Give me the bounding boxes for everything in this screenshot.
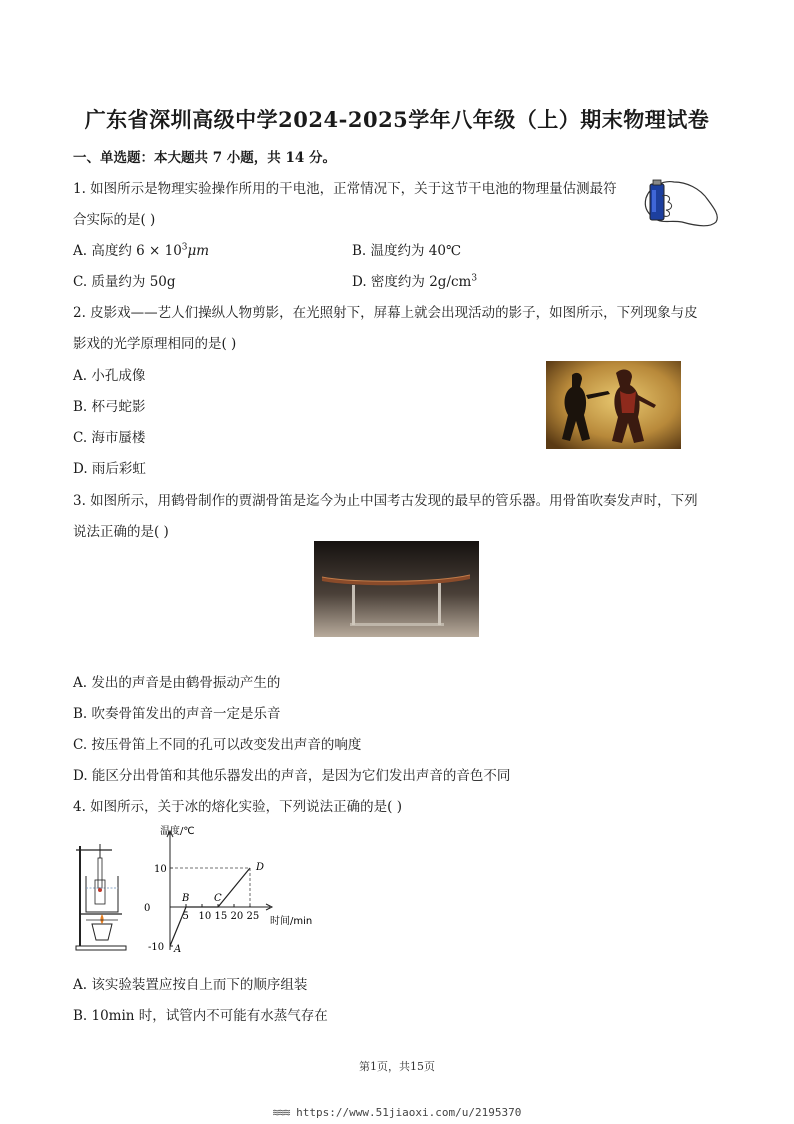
ice-melting-chart — [128, 820, 328, 960]
watermark-logo: ≋≋≋ — [272, 1106, 290, 1119]
q1-option-a-text: A. 高度约 6 × 10 — [73, 243, 182, 259]
section-heading: 一、单选题：本大题共 7 小题，共 14 分。 — [73, 150, 336, 166]
q1-option-d — [352, 270, 477, 290]
q1-stem-line2: 合实际的是( ) — [73, 212, 156, 228]
q1-option-b: B. 温度约为 40℃ — [352, 243, 462, 259]
chart-point-label: A — [174, 944, 182, 955]
q3-option-a: A. 发出的声音是由鹤骨振动产生的 — [73, 675, 281, 691]
page-title: 广东省深圳高级中学2024-2025学年八年级（上）期末物理试卷 — [84, 107, 710, 132]
q2-option-a: A. 小孔成像 — [73, 368, 146, 384]
chart-xlabel: 时间/min — [270, 916, 313, 927]
chart-origin-label: 0 — [144, 903, 151, 914]
q2-option-d: D. 雨后彩虹 — [73, 461, 146, 477]
chart-x-tick-label: 25 — [246, 911, 260, 922]
q3-option-d: D. 能区分出骨笛和其他乐器发出的声音，是因为它们发出声音的音色不同 — [73, 768, 511, 784]
chart-x-tick-label: 20 — [230, 911, 244, 922]
bone-flute-photo — [314, 541, 479, 637]
q2-stem-line2: 影戏的光学原理相同的是( ) — [73, 336, 237, 352]
page-footer: 第1页，共15页 — [359, 1060, 435, 1073]
q2-option-c: C. 海市蜃楼 — [73, 430, 146, 446]
q1-stem-line1: 1. 如图所示是物理实验操作所用的干电池，正常情况下，关于这节干电池的物理量估测最符 — [73, 181, 617, 197]
q1-option-a-exponent: 3 — [181, 242, 188, 253]
chart-point-label: C — [214, 893, 222, 904]
chart-point-label: D — [256, 862, 265, 873]
chart-x-tick-label: 5 — [182, 911, 189, 922]
q3-option-c: C. 按压骨笛上不同的孔可以改变发出声音的响度 — [73, 737, 362, 753]
chart-y-tick-label: 10 — [154, 864, 167, 875]
chart-y-tick-label: -10 — [148, 942, 165, 953]
q2-stem-line1: 2. 皮影戏——艺人们操纵人物剪影，在光照射下，屏幕上就会出现活动的影子，如图所示，下列现象与皮 — [73, 305, 698, 321]
q3-option-b: B. 吹奏骨笛发出的声音一定是乐音 — [73, 706, 281, 722]
q1-option-d-text: D. 密度约为 2g/cm — [352, 274, 472, 290]
q1-option-a — [73, 239, 209, 259]
chart-x-tick-label: 15 — [214, 911, 228, 922]
q4-option-b: B. 10min 时，试管内不可能有水蒸气存在 — [73, 1008, 328, 1024]
q3-stem-line1: 3. 如图所示，用鹤骨制作的贾湖骨笛是迄今为止中国考古发现的最早的管乐器。用骨笛吹奏发声时，下列 — [73, 493, 698, 509]
watermark-url[interactable]: https://www.51jiaoxi.com/u/2195370 — [296, 1106, 522, 1119]
watermark — [0, 1106, 794, 1119]
shadow-puppet-photo — [546, 361, 681, 449]
q4-option-a: A. 该实验装置应按自上而下的顺序组装 — [73, 977, 308, 993]
chart-point-label: B — [182, 893, 190, 904]
chart-ylabel: 温度/℃ — [160, 826, 195, 837]
q4-stem: 4. 如图所示，关于冰的熔化实验，下列说法正确的是( ) — [73, 799, 402, 815]
battery-hand-illustration — [640, 170, 722, 234]
q1-option-c: C. 质量约为 50g — [73, 274, 176, 290]
melting-apparatus-illustration — [72, 840, 130, 952]
q3-stem-line2: 说法正确的是( ) — [73, 524, 169, 540]
chart-x-tick-label: 10 — [198, 911, 212, 922]
q2-option-b: B. 杯弓蛇影 — [73, 399, 146, 415]
q1-option-a-unit: μm — [187, 243, 210, 259]
q1-option-d-exponent: 3 — [471, 273, 478, 284]
